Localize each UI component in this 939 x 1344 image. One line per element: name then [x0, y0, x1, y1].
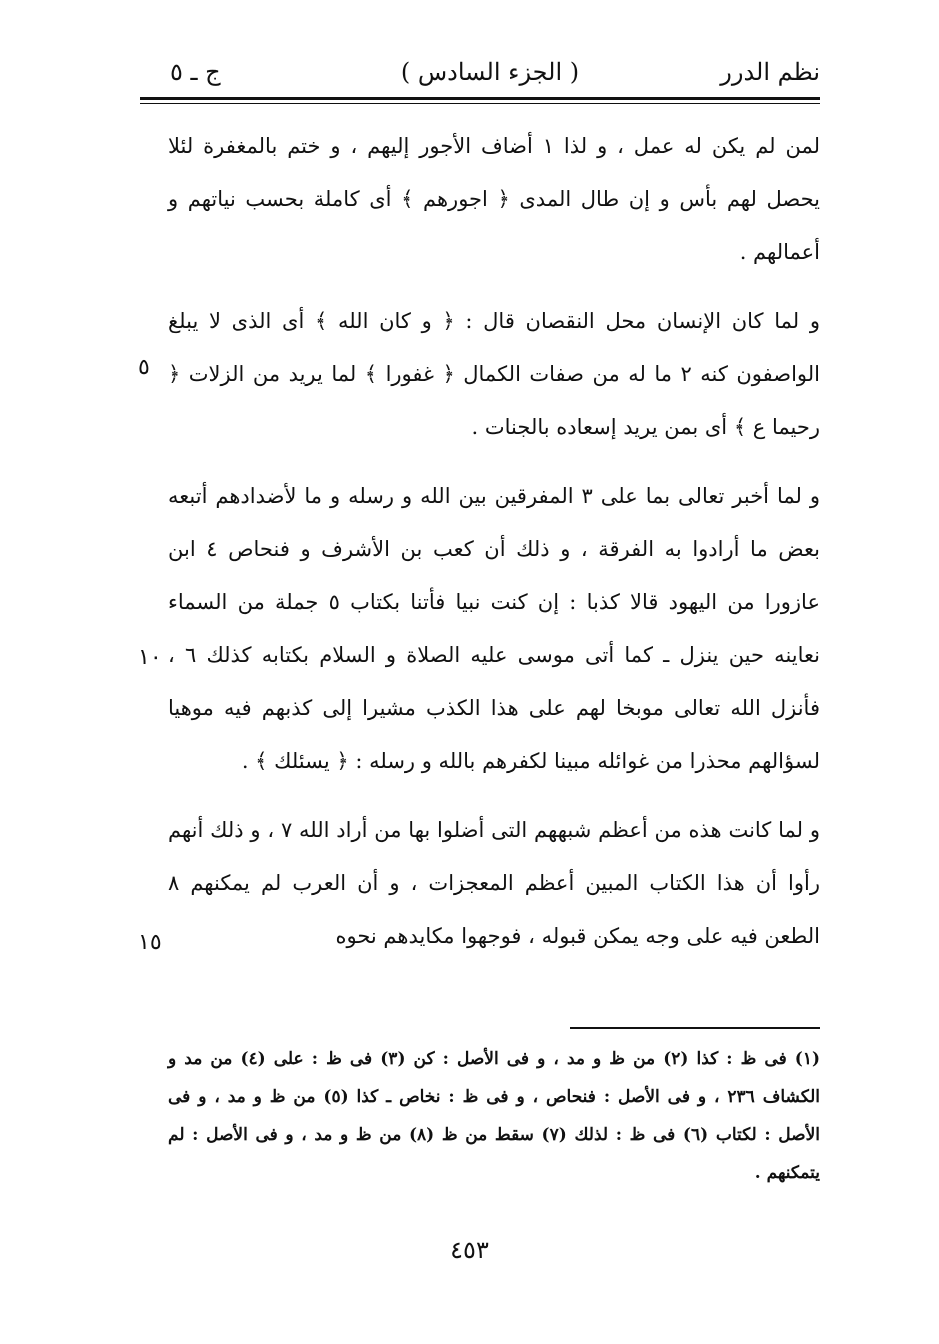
footnote-rule [570, 1027, 820, 1029]
running-head [160, 52, 820, 92]
paragraph: لمن لم يكن له عمل ، و لذا ١ أضاف الأجور إليهم ، و ختم بالمغفرة لئلا يحصل لهم بأس و إن طال المدى ﴿ اجورهم ﴾ أى كاملة بحسب نياتهم و أعمالهم . [168, 134, 820, 264]
footnotes [168, 1040, 820, 1192]
paragraph: و لما كان الإنسان محل النقصان قال : ﴿ و كان الله ﴾ أى الذى لا يبلغ الواصفون كنه ٢ ما له من صفات الكمال ﴿ غفورا ﴾ لما يريد من الزلات ﴿ رحيما ع ﴾ أى بمن يريد إسعاده بالجنات . [168, 309, 820, 439]
header-rule [140, 97, 820, 100]
paragraph: و لما أخبر تعالى بما على ٣ المفرقين بين الله و رسله و ما لأضدادهم أتبعه بعض ما أرادوا به الفرقة ، و ذلك أن كعب بن الأشرف و فنحاص ٤ ابن عازورا من اليهود قالا كذبا : إن كنت نبيا فأتنا بكتاب ٥ جملة من السماء نعاينه حين ينزل ـ كما أتى موسى عليه الصلاة و السلام بكتابه كذلك ٦ ، فأنزل الله تعالى موبخا لهم على هذا الكذب مشيرا إلى كذبهم فيه موهيا لسؤالهم محذرا من غوائله مبينا لكفرهم بالله و رسله : ﴿ يسئلك ﴾ . [168, 484, 820, 773]
header-rule-thin [140, 103, 820, 104]
line-number: ١٠ [138, 645, 162, 670]
part-label: ( الجزء السادس ) [400, 58, 580, 86]
footnote-text: (١) فى ظ : كذا (٢) من ظ و مد ، و فى الأصل : كن (٣) فى ظ : على (٤) من مد و الكشاف ٢٣٦ ، و فى الأصل : فنحاص ، و فى ظ : نخاص ـ كذا (٥) من ظ و مد ، و فى الأصل : لكتاب (٦) فى ظ : لذلك (٧) سقط من ظ (٨) من ظ و مد ، و فى الأصل : لم يتمكنهم . [168, 1049, 820, 1183]
page-number: ٤٥٣ [450, 1236, 489, 1264]
line-number: ١٥ [138, 930, 162, 955]
line-number: ٥ [138, 355, 150, 380]
volume-label: ج ـ ٥ [170, 58, 221, 86]
book-title: نظم الدرر [720, 58, 820, 86]
main-text [168, 120, 820, 963]
paragraph: و لما كانت هذه من أعظم شبههم التى أضلوا بها من أراد الله ٧ ، و ذلك أنهم رأوا أن هذا الكتاب المبين أعظم المعجزات ، و أن العرب لم يمكنهم ٨ الطعن فيه على وجه يمكن قبوله ، فوجهوا مكايدهم نحوه [168, 818, 821, 948]
